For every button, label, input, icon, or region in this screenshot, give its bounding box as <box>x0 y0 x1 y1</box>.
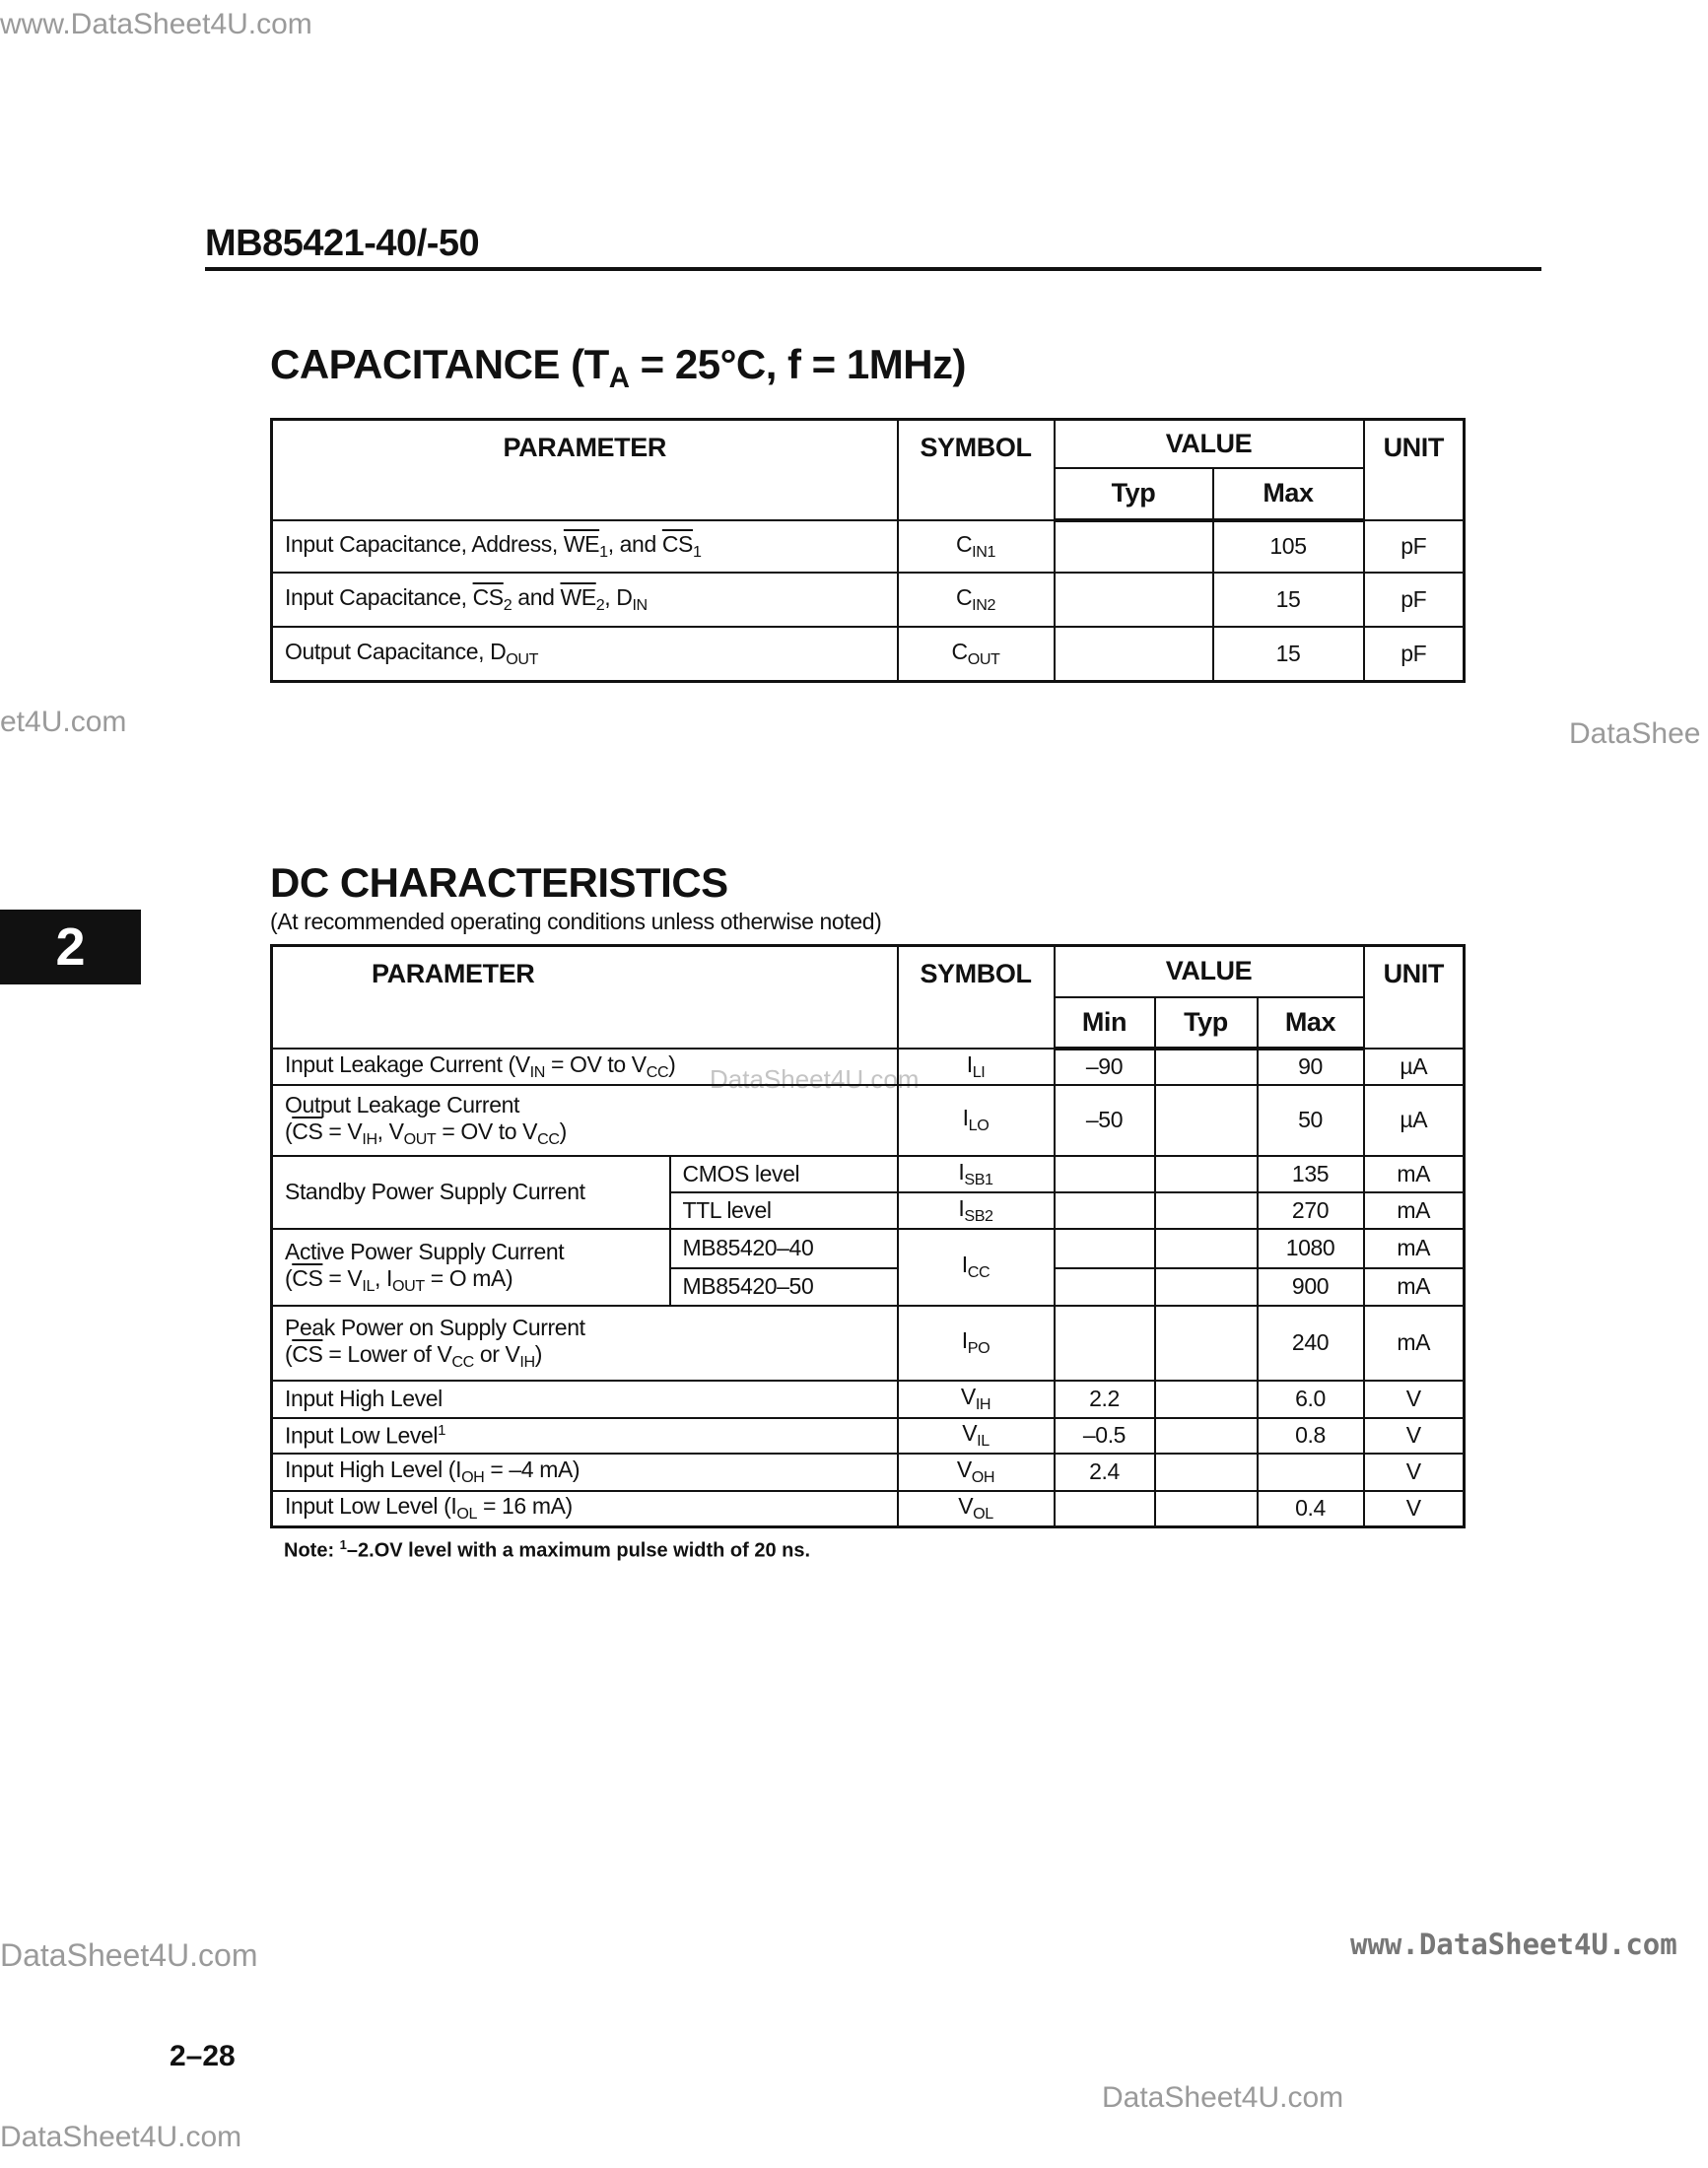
parameter-cell: Active Power Supply Current ($\overline{CS} = V_{IL}$, $I_{OUT} = O$ mA) <box>272 1229 670 1306</box>
symbol-cell: $C_{IN1}$ <box>898 520 1055 573</box>
symbol-cell: $I_{SB1}$ <box>898 1156 1055 1192</box>
header-max: Max <box>1258 997 1364 1049</box>
typ-cell <box>1155 1418 1258 1454</box>
typ-cell <box>1155 1192 1258 1229</box>
max-cell: 135 <box>1258 1156 1364 1192</box>
unit-cell: mA <box>1364 1306 1465 1381</box>
parameter-cell: Input Low Level$^1$ <box>272 1418 898 1454</box>
typ-cell <box>1055 573 1213 627</box>
parameter-cell: Standby Power Supply Current <box>272 1156 670 1229</box>
max-cell: 105 <box>1213 520 1364 573</box>
typ-cell <box>1155 1156 1258 1192</box>
dc-subtitle: (At recommended operating conditions unless otherwise noted) <box>270 909 882 934</box>
unit-cell: pF <box>1364 520 1465 573</box>
unit-cell: mA <box>1364 1192 1465 1229</box>
min-cell: –0.5 <box>1055 1418 1155 1454</box>
symbol-cell: $I_{CC}$ <box>898 1229 1055 1306</box>
unit-cell: pF <box>1364 627 1465 682</box>
max-cell: 900 <box>1258 1268 1364 1306</box>
dc-characteristics-table <box>270 944 1466 1528</box>
min-cell: –50 <box>1055 1085 1155 1156</box>
table-row <box>272 1229 1465 1268</box>
parameter-cell: Input Low Level ($I_{OL} = 16$ mA) <box>272 1491 898 1527</box>
max-cell: 1080 <box>1258 1229 1364 1268</box>
min-cell <box>1055 1156 1155 1192</box>
parameter-cell: Output Capacitance, $D_{OUT}$ <box>272 627 898 682</box>
header-typ: Typ <box>1055 468 1213 520</box>
symbol-cell: $I_{LO}$ <box>898 1085 1055 1156</box>
parameter-cell: Output Leakage Current ($\overline{CS} = V_{IH}$, $V_{OUT}$ = OV to $V_{CC}$) <box>272 1085 898 1156</box>
min-cell: 2.4 <box>1055 1454 1155 1491</box>
condition-cell: MB85420–50 <box>670 1268 898 1306</box>
max-cell: 50 <box>1258 1085 1364 1156</box>
min-cell <box>1055 1192 1155 1229</box>
table-row <box>272 1306 1465 1381</box>
table-row <box>272 1156 1465 1192</box>
typ-cell <box>1055 627 1213 682</box>
symbol-cell: $I_{SB2}$ <box>898 1192 1055 1229</box>
watermark: DataSheet4U.com <box>0 1937 258 1973</box>
watermark: DataSheet4U.com <box>710 1064 920 1094</box>
max-cell: 0.4 <box>1258 1491 1364 1527</box>
page-number: 2–28 <box>170 2040 236 2072</box>
symbol-cell: $C_{IN2}$ <box>898 573 1055 627</box>
header-unit: UNIT <box>1364 946 1465 1049</box>
max-cell: 90 <box>1258 1049 1364 1085</box>
dc-title: DC CHARACTERISTICS <box>270 859 728 906</box>
condition-cell: CMOS level <box>670 1156 898 1192</box>
typ-cell <box>1155 1454 1258 1491</box>
header-rule <box>205 267 1541 271</box>
watermark: DataSheet4U.com <box>0 2121 242 2153</box>
symbol-cell: $V_{OL}$ <box>898 1491 1055 1527</box>
document-title: MB85421-40/-50 <box>205 223 480 264</box>
watermark: www.DataSheet4U.com <box>0 8 312 40</box>
header-symbol: SYMBOL <box>898 946 1055 1049</box>
header-symbol: SYMBOL <box>898 420 1055 520</box>
unit-cell: V <box>1364 1418 1465 1454</box>
typ-cell <box>1155 1229 1258 1268</box>
section-tab: 2 <box>0 910 141 984</box>
symbol-cell: $I_{PO}$ <box>898 1306 1055 1381</box>
max-cell: 6.0 <box>1258 1381 1364 1418</box>
table-row <box>272 1454 1465 1491</box>
watermark: www.DataSheet4U.com <box>1350 1928 1677 1961</box>
symbol-cell: $V_{OH}$ <box>898 1454 1055 1491</box>
table-row <box>272 1049 1465 1085</box>
unit-cell: pF <box>1364 573 1465 627</box>
typ-cell <box>1155 1049 1258 1085</box>
table-row <box>272 573 1465 627</box>
table-row <box>272 1418 1465 1454</box>
condition-cell: MB85420–40 <box>670 1229 898 1268</box>
header-min: Min <box>1055 997 1155 1049</box>
unit-cell: V <box>1364 1381 1465 1418</box>
symbol-cell: $I_{LI}$ <box>898 1049 1055 1085</box>
header-max: Max <box>1213 468 1364 520</box>
unit-cell: µA <box>1364 1085 1465 1156</box>
typ-cell <box>1055 520 1213 573</box>
table-row <box>272 627 1465 682</box>
capacitance-table <box>270 418 1466 683</box>
watermark: et4U.com <box>0 706 127 738</box>
min-cell: –90 <box>1055 1049 1155 1085</box>
max-cell <box>1258 1454 1364 1491</box>
max-cell: 240 <box>1258 1306 1364 1381</box>
unit-cell: V <box>1364 1491 1465 1527</box>
parameter-cell: Input High Level ($I_{OH} = -4$ mA) <box>272 1454 898 1491</box>
min-cell <box>1055 1491 1155 1527</box>
max-cell: 15 <box>1213 627 1364 682</box>
capacitance-title: CAPACITANCE ($T_A = 25^\circ C$, f = 1MHz) <box>270 341 967 394</box>
unit-cell: mA <box>1364 1156 1465 1192</box>
symbol-cell: $V_{IH}$ <box>898 1381 1055 1418</box>
unit-cell: µA <box>1364 1049 1465 1085</box>
typ-cell <box>1155 1085 1258 1156</box>
min-cell <box>1055 1268 1155 1306</box>
max-cell: 15 <box>1213 573 1364 627</box>
table-row <box>272 1381 1465 1418</box>
table-row <box>272 1085 1465 1156</box>
symbol-cell: $C_{OUT}$ <box>898 627 1055 682</box>
watermark: DataSheet4U.com <box>1102 2081 1344 2114</box>
unit-cell: mA <box>1364 1229 1465 1268</box>
table-note: Note: $^1$–2.OV level with a maximum pulse width of 20 ns. <box>284 1537 811 1562</box>
parameter-cell: Input Capacitance, $\overline{CS}_2$ and $\overline{WE}_2$, $D_{IN}$ <box>272 573 898 627</box>
condition-cell: TTL level <box>670 1192 898 1229</box>
header-parameter: PARAMETER <box>272 420 898 520</box>
header-value: VALUE <box>1055 946 1364 997</box>
watermark: DataShee <box>1569 717 1701 750</box>
typ-cell <box>1155 1306 1258 1381</box>
header-parameter: PARAMETER <box>272 946 898 1049</box>
min-cell <box>1055 1306 1155 1381</box>
symbol-cell: $V_{IL}$ <box>898 1418 1055 1454</box>
parameter-cell: Input Capacitance, Address, $\overline{WE}_1$, and $\overline{CS}_1$ <box>272 520 898 573</box>
table-row <box>272 1491 1465 1527</box>
typ-cell <box>1155 1491 1258 1527</box>
typ-cell <box>1155 1381 1258 1418</box>
header-typ: Typ <box>1155 997 1258 1049</box>
unit-cell: mA <box>1364 1268 1465 1306</box>
parameter-cell: Input High Level <box>272 1381 898 1418</box>
table-row <box>272 520 1465 573</box>
header-value: VALUE <box>1055 420 1364 468</box>
unit-cell: V <box>1364 1454 1465 1491</box>
typ-cell <box>1155 1268 1258 1306</box>
min-cell <box>1055 1229 1155 1268</box>
parameter-cell: Peak Power on Supply Current ($\overline{CS}$ = Lower of $V_{CC}$ or $V_{IH}$) <box>272 1306 898 1381</box>
min-cell: 2.2 <box>1055 1381 1155 1418</box>
parameter-cell: Input Leakage Current ($V_{IN}$ = OV to $V_{CC}$) <box>272 1049 898 1085</box>
max-cell: 270 <box>1258 1192 1364 1229</box>
max-cell: 0.8 <box>1258 1418 1364 1454</box>
header-unit: UNIT <box>1364 420 1465 520</box>
